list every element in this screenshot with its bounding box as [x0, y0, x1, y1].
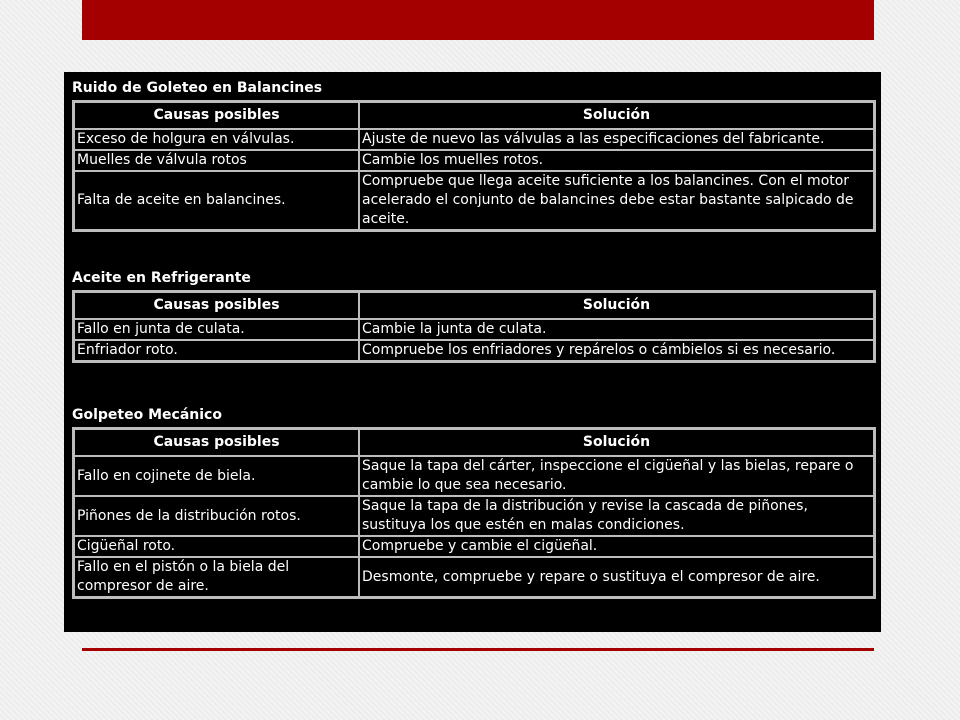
table-row	[74, 319, 874, 340]
solution-cell: Compruebe y cambie el cigüeñal.	[359, 536, 874, 557]
cause-cell: Enfriador roto.	[74, 340, 359, 361]
mechanical-knock-table	[72, 427, 876, 599]
table-header-row	[74, 429, 874, 456]
table-header-row	[74, 292, 874, 319]
table-row	[74, 496, 874, 536]
cause-cell: Piñones de la distribución rotos.	[74, 496, 359, 536]
table-row	[74, 456, 874, 496]
table-row	[74, 557, 874, 597]
table-row	[74, 536, 874, 557]
solution-cell: Saque la tapa de la distribución y revise la cascada de piñones, sustituya los que estén en malas condiciones.	[359, 496, 874, 536]
section-title-oil-in-coolant: Aceite en Refrigerante	[72, 270, 251, 286]
table-row	[74, 129, 874, 150]
top-accent-bar	[82, 0, 874, 40]
table-row	[74, 340, 874, 361]
section-title-mechanical-knock: Golpeteo Mecánico	[72, 407, 222, 423]
table-row	[74, 171, 874, 230]
cause-cell: Exceso de holgura en válvulas.	[74, 129, 359, 150]
header-causes: Causas posibles	[74, 102, 359, 129]
header-solution: Solución	[359, 102, 874, 129]
table-row	[74, 150, 874, 171]
cause-cell: Fallo en cojinete de biela.	[74, 456, 359, 496]
section-title-rocker-noise: Ruido de Goleteo en Balancines	[72, 80, 323, 96]
bottom-accent-line	[82, 648, 874, 651]
solution-cell: Desmonte, compruebe y repare o sustituya el compresor de aire.	[359, 557, 874, 597]
header-causes: Causas posibles	[74, 292, 359, 319]
solution-cell: Saque la tapa del cárter, inspeccione el cigüeñal y las bielas, repare o cambie lo que sea necesario.	[359, 456, 874, 496]
cause-cell: Fallo en el pistón o la biela del compresor de aire.	[74, 557, 359, 597]
solution-cell: Ajuste de nuevo las válvulas a las especificaciones del fabricante.	[359, 129, 874, 150]
solution-cell: Compruebe que llega aceite suficiente a los balancines. Con el motor acelerado el conjunto de balancines debe estar bastante salpicado de aceite.	[359, 171, 874, 230]
cause-cell: Cigüeñal roto.	[74, 536, 359, 557]
table-header-row	[74, 102, 874, 129]
header-causes: Causas posibles	[74, 429, 359, 456]
header-solution: Solución	[359, 292, 874, 319]
solution-cell: Cambie los muelles rotos.	[359, 150, 874, 171]
cause-cell: Fallo en junta de culata.	[74, 319, 359, 340]
rocker-noise-table	[72, 100, 876, 232]
troubleshooting-panel	[64, 72, 881, 632]
header-solution: Solución	[359, 429, 874, 456]
solution-cell: Compruebe los enfriadores y repárelos o cámbielos si es necesario.	[359, 340, 874, 361]
solution-cell: Cambie la junta de culata.	[359, 319, 874, 340]
cause-cell: Falta de aceite en balancines.	[74, 171, 359, 230]
oil-in-coolant-table	[72, 290, 876, 363]
cause-cell: Muelles de válvula rotos	[74, 150, 359, 171]
